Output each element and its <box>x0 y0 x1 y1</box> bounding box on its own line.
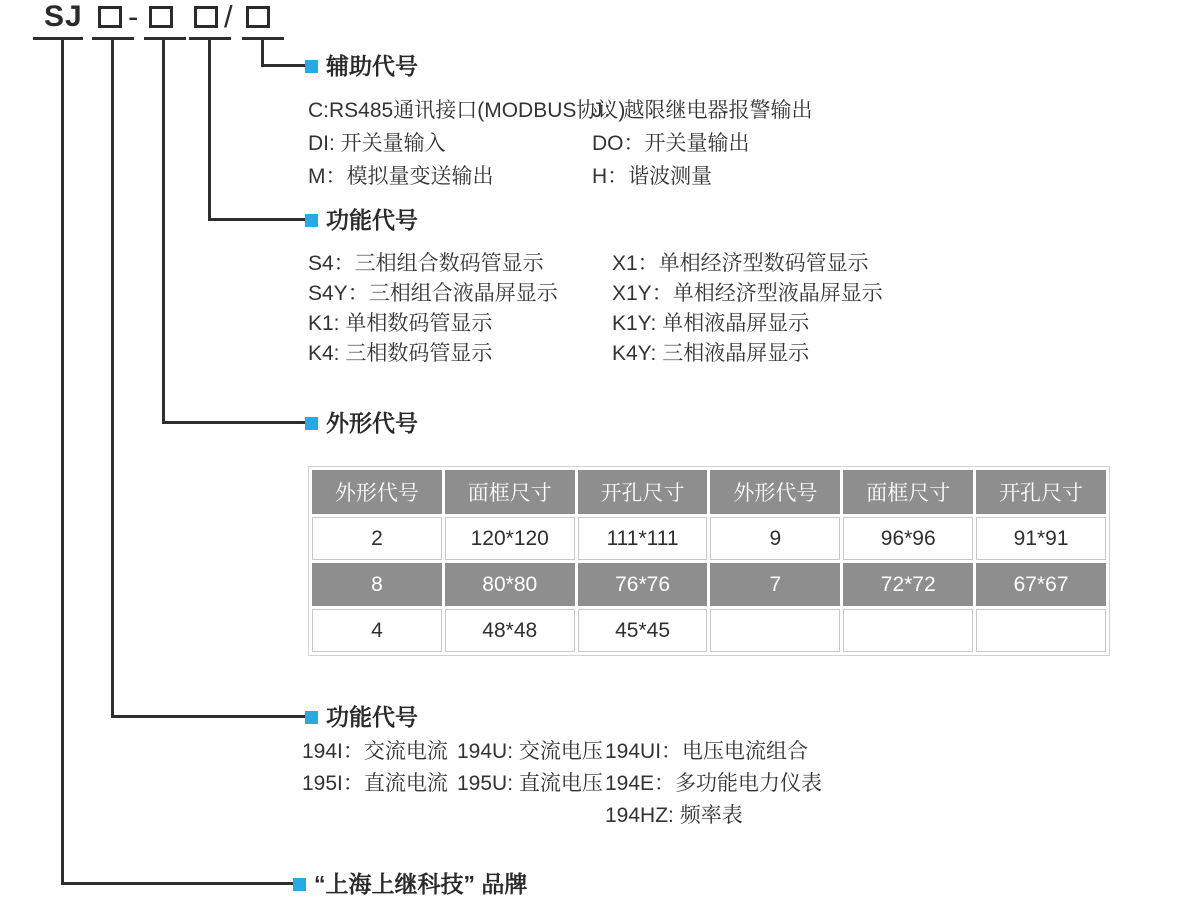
aux-code-label: H：谐波测量 <box>592 165 713 188</box>
aux-code-label: DO：开关量输出 <box>592 132 750 155</box>
section-title-text: 辅助代号 <box>326 53 418 79</box>
table-header-row <box>312 470 1106 514</box>
display-item-row <box>308 339 883 369</box>
connector-elbow-function <box>111 715 307 718</box>
display-code-label: S4Y：三相组合液晶屏显示 <box>308 282 558 305</box>
display-code-label: S4：三相组合数码管显示 <box>308 252 544 275</box>
table-cell <box>710 609 840 652</box>
connector-vline-aux <box>261 37 264 66</box>
function-item-row <box>302 800 822 832</box>
bullet-square-icon <box>305 417 318 430</box>
function-code-label: 194HZ: 频率表 <box>605 804 743 827</box>
table-cell: 120*120 <box>445 517 575 560</box>
section-title-aux <box>305 53 418 80</box>
section-title-display <box>305 207 418 234</box>
table-header-cell: 外形代号 <box>312 470 442 514</box>
aux-item-row <box>308 127 813 160</box>
display-code-label: K4: 三相数码管显示 <box>308 342 493 365</box>
display-code-label: X1：单相经济型数码管显示 <box>612 252 869 275</box>
table-header-cell: 面框尺寸 <box>445 470 575 514</box>
connector-vline-display <box>208 37 211 220</box>
function-code-label <box>302 800 457 832</box>
table-cell: 8 <box>312 563 442 606</box>
table-cell: 80*80 <box>445 563 575 606</box>
table-row <box>312 609 1106 652</box>
connector-elbow-brand <box>61 882 295 885</box>
function-code-label: 194UI：电压电流组合 <box>605 740 809 763</box>
aux-code-label: J：越限继电器报警输出 <box>592 99 813 122</box>
table-header-cell: 面框尺寸 <box>843 470 973 514</box>
display-code-label: K1: 单相数码管显示 <box>308 312 493 335</box>
connector-vline-brand <box>61 37 64 884</box>
section-title-text: 外形代号 <box>326 410 418 436</box>
table-header-cell: 开孔尺寸 <box>976 470 1106 514</box>
model-slash: / <box>224 0 233 34</box>
display-code-label: X1Y：单相经济型液晶屏显示 <box>612 282 883 305</box>
connector-elbow-display <box>208 218 307 221</box>
display-code-label: K4Y: 三相液晶屏显示 <box>612 342 810 365</box>
table-cell <box>843 609 973 652</box>
table-header-cell: 开孔尺寸 <box>578 470 708 514</box>
table-header-cell: 外形代号 <box>710 470 840 514</box>
function-code-label: 195U: 直流电压 <box>457 772 603 795</box>
bullet-square-icon <box>305 214 318 227</box>
function-item-row <box>302 768 822 800</box>
display-item-row <box>308 309 883 339</box>
table-cell: 76*76 <box>578 563 708 606</box>
table-cell: 4 <box>312 609 442 652</box>
model-box-1 <box>98 6 122 28</box>
connector-vline-function <box>111 37 114 717</box>
function-code-label: 194I：交流电流 <box>302 740 448 763</box>
section-title-text: 功能代号 <box>326 207 418 233</box>
connector-elbow-aux <box>261 64 307 67</box>
section-title-shape <box>305 410 418 437</box>
shape-code-table <box>308 466 1110 656</box>
display-item-row <box>308 249 883 279</box>
function-code-label: 194E：多功能电力仪表 <box>605 772 823 795</box>
table-cell: 91*91 <box>976 517 1106 560</box>
aux-code-label: C:RS485通讯接口(MODBUS协议) <box>308 99 626 122</box>
table-cell: 96*96 <box>843 517 973 560</box>
table-cell <box>976 609 1106 652</box>
brand-line <box>293 871 527 898</box>
connector-elbow-shape <box>162 421 307 424</box>
bullet-square-icon <box>305 60 318 73</box>
table-row-highlighted <box>312 563 1106 606</box>
function-code-label: 195I：直流电流 <box>302 772 448 795</box>
connector-vline-shape <box>162 37 165 423</box>
brand-label: “上海上继科技” 品牌 <box>314 871 528 897</box>
function-code-label <box>457 800 605 832</box>
bullet-square-icon <box>305 711 318 724</box>
aux-code-label: DI: 开关量输入 <box>308 132 446 155</box>
model-prefix: SJ <box>44 0 83 33</box>
model-box-4 <box>246 6 270 28</box>
aux-code-label: M：模拟量变送输出 <box>308 165 494 188</box>
table-cell: 2 <box>312 517 442 560</box>
aux-item-row <box>308 160 813 193</box>
function-code-list <box>302 736 822 832</box>
function-code-label: 194U: 交流电压 <box>457 740 603 763</box>
table-cell: 67*67 <box>976 563 1106 606</box>
connector-underline-1 <box>33 37 83 40</box>
table-cell: 7 <box>710 563 840 606</box>
section-title-function <box>305 704 418 731</box>
model-box-2 <box>149 6 173 28</box>
display-code-label: K1Y: 单相液晶屏显示 <box>612 312 810 335</box>
section-title-text: 功能代号 <box>326 704 418 730</box>
function-item-row <box>302 736 822 768</box>
connector-underline-3 <box>144 37 186 40</box>
table-row <box>312 517 1106 560</box>
aux-item-row <box>308 94 813 127</box>
table-cell: 72*72 <box>843 563 973 606</box>
table-cell: 9 <box>710 517 840 560</box>
display-item-row <box>308 279 883 309</box>
model-dash: - <box>128 0 139 34</box>
table-cell: 45*45 <box>578 609 708 652</box>
table-cell: 111*111 <box>578 517 708 560</box>
aux-code-list <box>308 94 813 193</box>
table-cell: 48*48 <box>445 609 575 652</box>
bullet-square-icon <box>293 878 306 891</box>
model-box-3 <box>194 6 218 28</box>
display-code-list <box>308 249 883 369</box>
